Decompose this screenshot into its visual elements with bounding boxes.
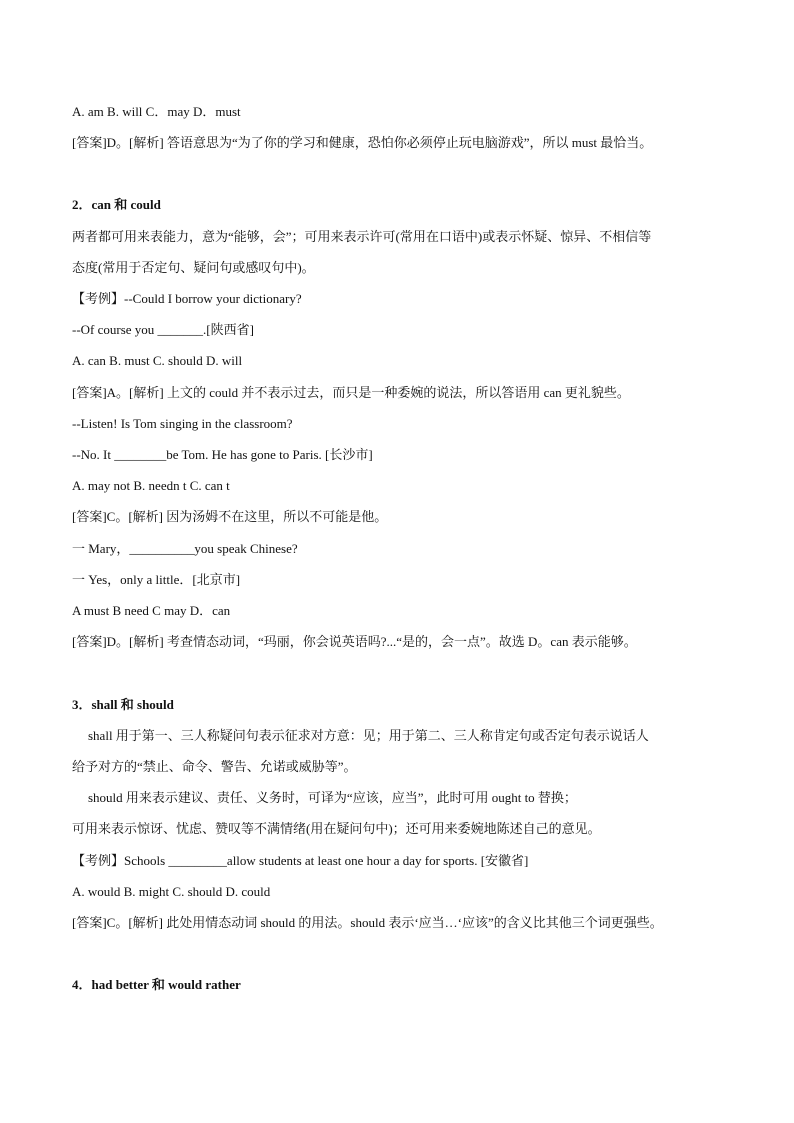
example-question: 一 Mary，__________you speak Chinese?: [72, 541, 298, 556]
example-question: --Of course you _______.[陕西省]: [72, 322, 254, 337]
example-question: --No. It ________be Tom. He has gone to Paris. [长沙市]: [72, 447, 373, 462]
section-heading-shall-should: 3．shall 和 should: [72, 697, 174, 712]
options-line: A. can B. must C. should D. will: [72, 353, 243, 368]
answer-explanation: [答案]C。[解析] 此处用情态动词 should 的用法。should 表示‘应当…‘应该”的含义比其他三个词更强些。: [72, 915, 663, 930]
section-text: 态度(常用于否定句、疑问句或感叹句中)。: [72, 260, 315, 275]
options-line: A. am B. will C．may D．must: [72, 104, 241, 119]
example-question: --Listen! Is Tom singing in the classroom?: [72, 416, 293, 431]
options-line: A. would B. might C. should D. could: [72, 884, 271, 899]
section-text: 两者都可用来表能力，意为“能够，会”；可用来表示许可(常用在口语中)或表示怀疑、惊异、不相信等: [72, 229, 652, 244]
section-heading-had-better-would-rather: 4．had better 和 would rather: [72, 977, 241, 992]
answer-explanation: [答案]D。[解析] 答语意思为“为了你的学习和健康，恐怕你必须停止玩电脑游戏”，所以 must 最恰当。: [72, 135, 653, 150]
section-text: 给予对方的“禁止、命令、警告、允诺或威胁等”。: [72, 759, 357, 774]
example-question: 【考例】Schools _________allow students at least one hour a day for sports. [安徽省]: [72, 853, 529, 868]
section-text: shall 用于第一、三人称疑问句表示征求对方意：见；用于第二、三人称肯定句或否定句表示说话人: [88, 728, 649, 743]
options-line: A must B need C may D．can: [72, 603, 231, 618]
options-line: A. may not B. needn t C. can t: [72, 478, 230, 493]
answer-explanation: [答案]A。[解析] 上文的 could 并不表示过去，而只是一种委婉的说法，所以答语用 can 更礼貌些。: [72, 385, 630, 400]
answer-explanation: [答案]C。[解析] 因为汤姆不在这里，所以不可能是他。: [72, 509, 388, 524]
section-heading-can-could: 2．can 和 could: [72, 197, 161, 212]
section-text: should 用来表示建议、责任、义务时，可译为“应该，应当”，此时可用 ought to 替换；: [88, 790, 577, 805]
section-text: 可用来表示惊讶、忧虑、赞叹等不满情绪(用在疑问句中)；还可用来委婉地陈述自己的意见。: [72, 821, 601, 836]
answer-explanation: [答案]D。[解析] 考查情态动词，“玛丽，你会说英语吗?...“是的，会一点”。故选 D。can 表示能够。: [72, 634, 637, 649]
example-question: 【考例】--Could I borrow your dictionary?: [72, 291, 302, 306]
example-question: 一 Yes，only a little．[北京市]: [72, 572, 241, 587]
